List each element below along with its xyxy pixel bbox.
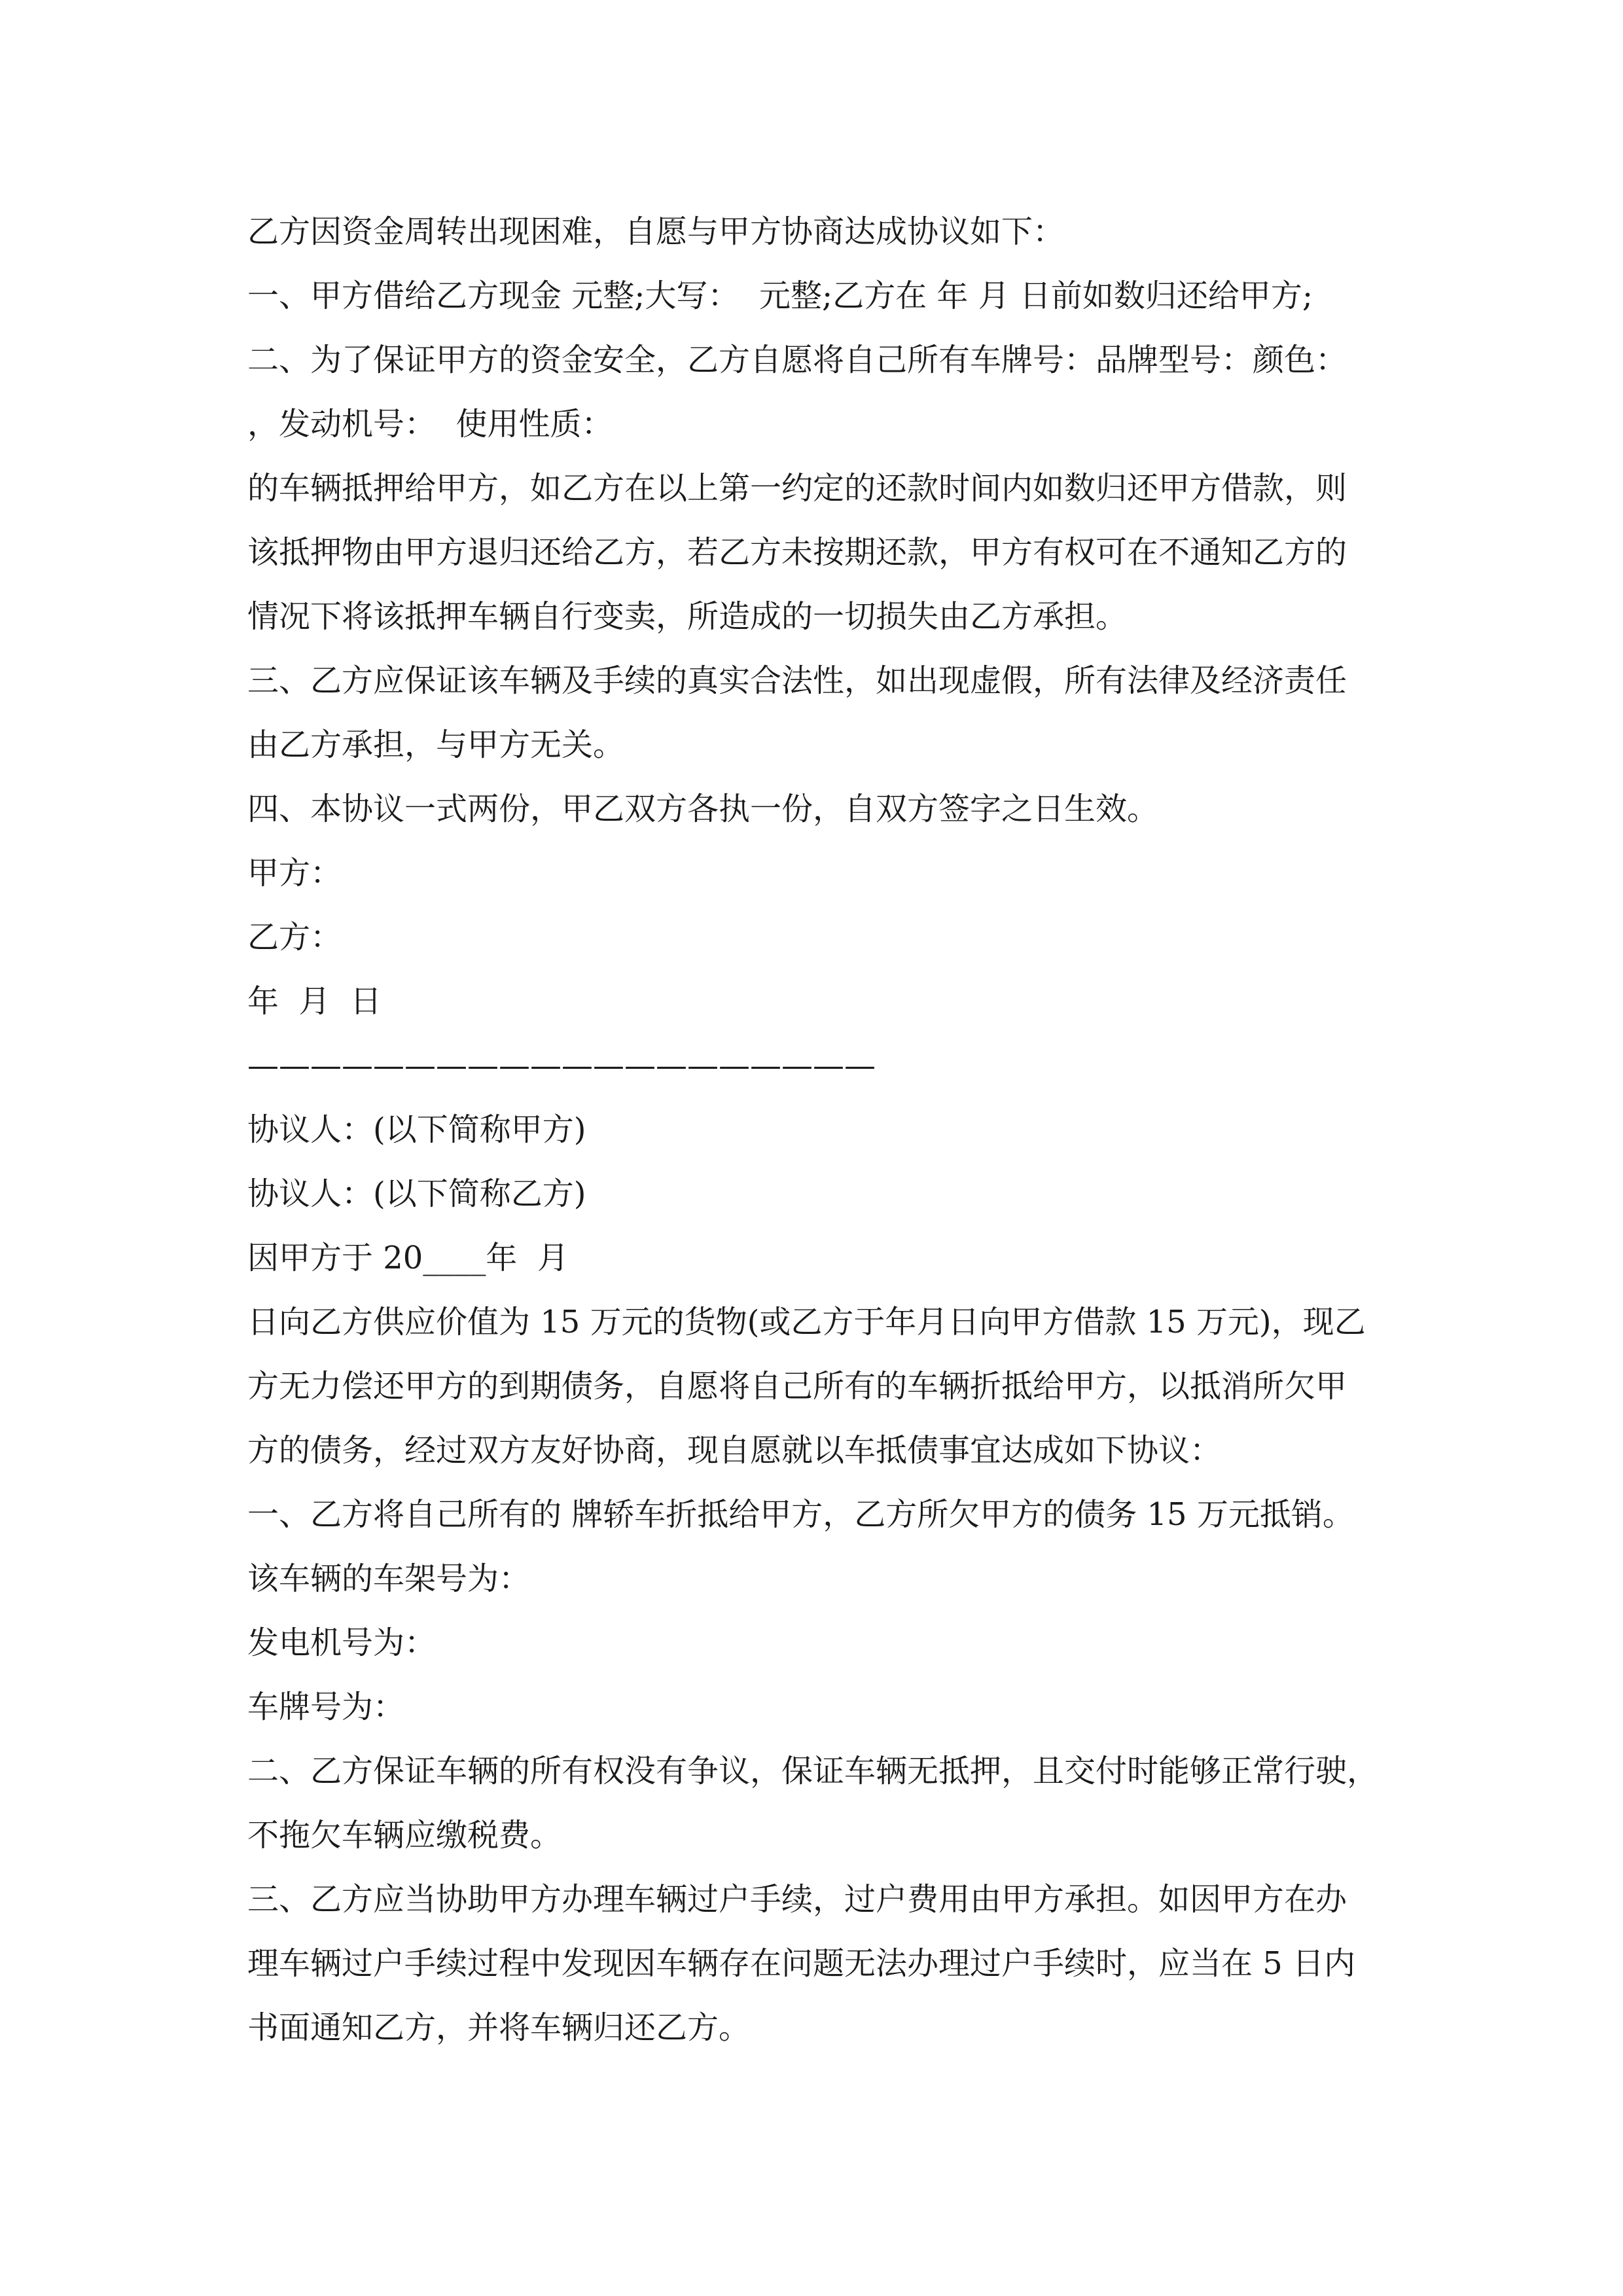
legality-clause-3-line-1: 三、乙方应保证该车辆及手续的真实合法性，如出现虚假，所有法律及经济责任 bbox=[247, 662, 1347, 699]
transfer-clause-3-line-1: 三、乙方应当协助甲方办理车辆过户手续，过户费用由甲方承担。如因甲方在办 bbox=[247, 1881, 1347, 1918]
agreement-party-b: 协议人：(以下简称乙方) bbox=[247, 1175, 586, 1212]
cause-line-2: 日向乙方供应价值为 15 万元的货物(或乙方于年月日向甲方借款 15 万元)，现乙 bbox=[247, 1304, 1366, 1340]
transfer-clause-3-line-2: 理车辆过户手续过程中发现因车辆存在问题无法办理过户手续时，应当在 5 日内 bbox=[247, 1945, 1356, 1982]
party-a-signature: 甲方： bbox=[247, 855, 342, 891]
effect-clause-4: 四、本协议一式两份，甲乙双方各执一份，自双方签字之日生效。 bbox=[247, 791, 1159, 827]
mortgage-clause-2-line-5: 情况下将该抵押车辆自行变卖，所造成的一切损失由乙方承担。 bbox=[247, 598, 1128, 635]
ownership-clause-2-line-2: 不拖欠车辆应缴税费。 bbox=[247, 1817, 562, 1854]
mortgage-clause-2-line-4: 该抵押物由甲方退归还给乙方，若乙方未按期还款，甲方有权可在不通知乙方的 bbox=[247, 534, 1347, 571]
intro-paragraph: 乙方因资金周转出现困难，自愿与甲方协商达成协议如下： bbox=[247, 213, 1065, 250]
loan-clause-1: 一、甲方借给乙方现金 元整;大写： 元整;乙方在 年 月 日前如数归还给甲方; bbox=[247, 278, 1313, 314]
mortgage-clause-2-line-3: 的车辆抵押给甲方，如乙方在以上第一约定的还款时间内如数归还甲方借款，则 bbox=[247, 470, 1347, 507]
cause-line-3: 方无力偿还甲方的到期债务，自愿将自己所有的车辆折抵给甲方，以抵消所欠甲 bbox=[247, 1368, 1347, 1405]
agreement-party-a: 协议人：(以下简称甲方) bbox=[247, 1111, 586, 1148]
vehicle-engine-number: 发电机号为： bbox=[247, 1624, 437, 1661]
offset-clause-1: 一、乙方将自己所有的 牌轿车折抵给甲方，乙方所欠甲方的债务 15 万元抵销。 bbox=[247, 1496, 1354, 1533]
transfer-clause-3-line-3: 书面通知乙方，并将车辆归还乙方。 bbox=[247, 2009, 751, 2046]
document-body bbox=[247, 200, 1399, 2060]
ownership-clause-2-line-1: 二、乙方保证车辆的所有权没有争议，保证车辆无抵押，且交付时能够正常行驶， bbox=[247, 1753, 1379, 1789]
cause-line-1: 因甲方于 20____年 月 bbox=[247, 1240, 569, 1276]
mortgage-clause-2-line-1: 二、为了保证甲方的资金安全，乙方自愿将自己所有车牌号：品牌型号：颜色： bbox=[247, 342, 1347, 378]
signing-date: 年 月 日 bbox=[247, 983, 382, 1020]
section-divider: ———————————————————— bbox=[247, 1047, 876, 1084]
vehicle-frame-number: 该车辆的车架号为： bbox=[247, 1560, 531, 1597]
party-b-signature: 乙方： bbox=[247, 919, 342, 956]
vehicle-plate-number: 车牌号为： bbox=[247, 1689, 405, 1725]
cause-line-4: 方的债务，经过双方友好协商，现自愿就以车抵债事宜达成如下协议： bbox=[247, 1432, 1222, 1469]
mortgage-clause-2-line-2: ，发动机号： 使用性质： bbox=[247, 406, 613, 442]
legality-clause-3-line-2: 由乙方承担，与甲方无关。 bbox=[247, 726, 625, 763]
